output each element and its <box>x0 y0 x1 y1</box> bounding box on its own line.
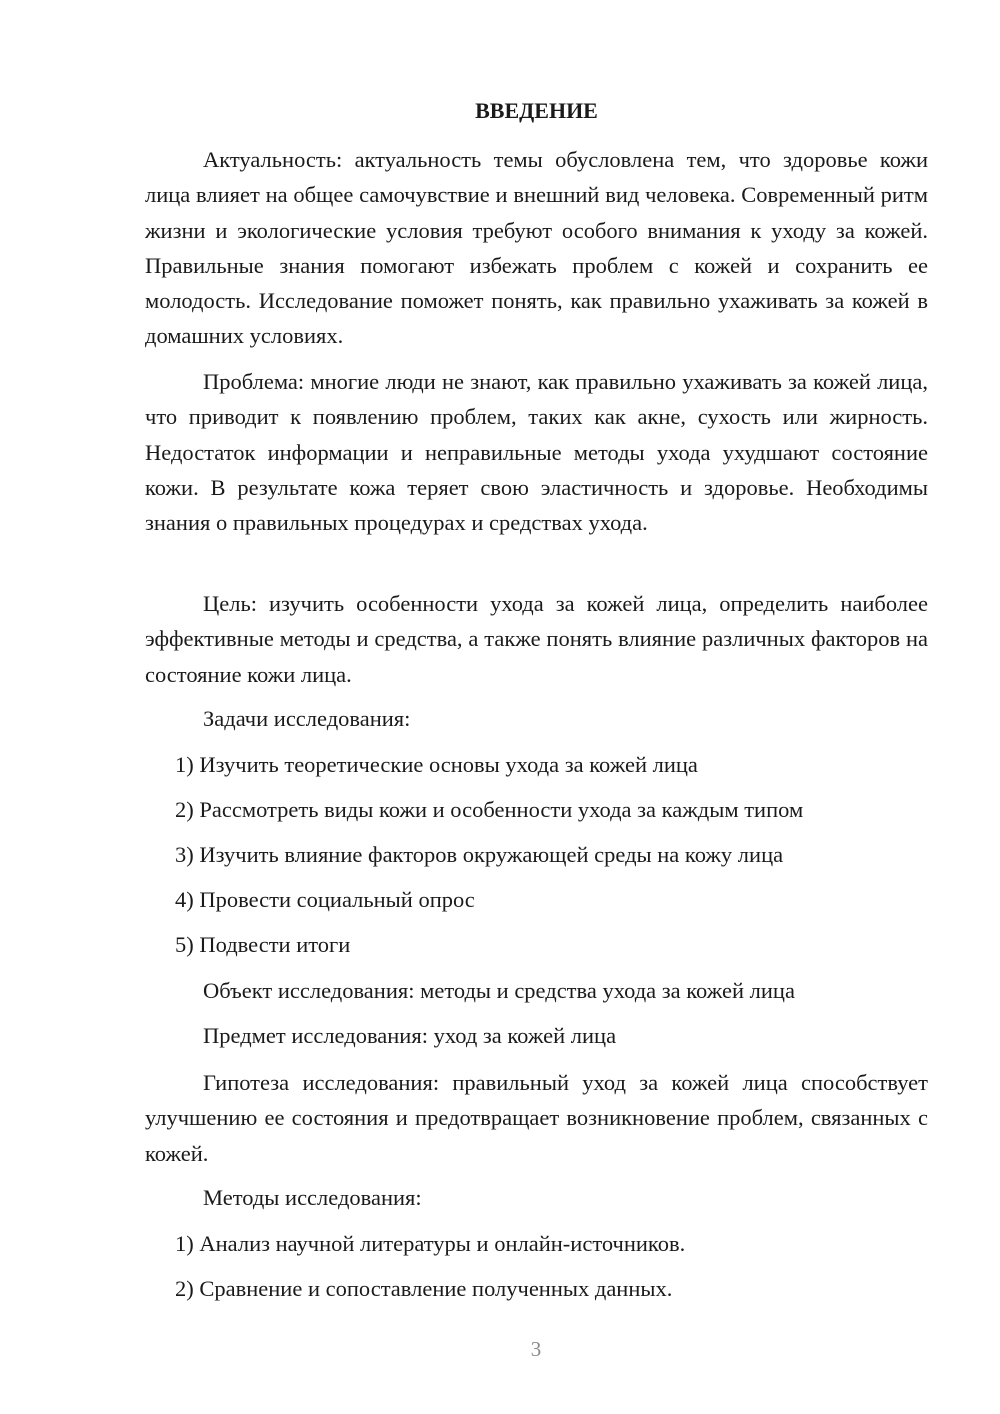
research-object: Объект исследования: методы и средства ухода за кожей лица <box>203 978 795 1003</box>
task-item-5: 5) Подвести итоги <box>175 932 351 957</box>
tasks-heading: Задачи исследования: <box>203 706 411 731</box>
goal-paragraph: Цель: изучить особенности ухода за кожей лица, определить наиболее эффективные методы и средства, а также понять влияние различных факторов на состояние кожи лица. <box>145 591 928 687</box>
method-item-1: 1) Анализ научной литературы и онлайн-источников. <box>175 1231 686 1256</box>
method-item-2: 2) Сравнение и сопоставление полученных данных. <box>175 1276 673 1301</box>
problem-paragraph: Проблема: многие люди не знают, как правильно ухаживать за кожей лица, что приводит к появлению проблем, таких как акне, сухость или жирность. Недостаток информации и неправильные методы ухода ухудшают состояние кожи. В результате кожа теряет свою эластичность и здоровье. Необходимы знания о правильных процедурах и средствах ухода. <box>145 369 928 536</box>
task-item-2: 2) Рассмотреть виды кожи и особенности ухода за каждым типом <box>175 797 804 822</box>
task-item-1: 1) Изучить теоретические основы ухода за кожей лица <box>175 752 698 777</box>
page-number: 3 <box>530 1337 542 1361</box>
task-item-4: 4) Провести социальный опрос <box>175 887 475 912</box>
hypothesis-paragraph: Гипотеза исследования: правильный уход за кожей лица способствует улучшению ее состояния и предотвращает возникновение проблем, связанных с кожей. <box>145 1070 928 1166</box>
page-title: ВВЕДЕНИЕ <box>475 98 598 123</box>
research-subject: Предмет исследования: уход за кожей лица <box>203 1023 617 1048</box>
methods-heading: Методы исследования: <box>203 1185 422 1210</box>
task-item-3: 3) Изучить влияние факторов окружающей среды на кожу лица <box>175 842 784 867</box>
relevance-paragraph: Актуальность: актуальность темы обусловлена тем, что здоровье кожи лица влияет на общее самочувствие и внешний вид человека. Современный ритм жизни и экологические условия требуют особого внимания к уходу за кожей. Правильные знания помогают избежать проблем с кожей и сохранить ее молодость. Исследование поможет понять, как правильно ухаживать за кожей в домашних условиях. <box>145 147 928 349</box>
